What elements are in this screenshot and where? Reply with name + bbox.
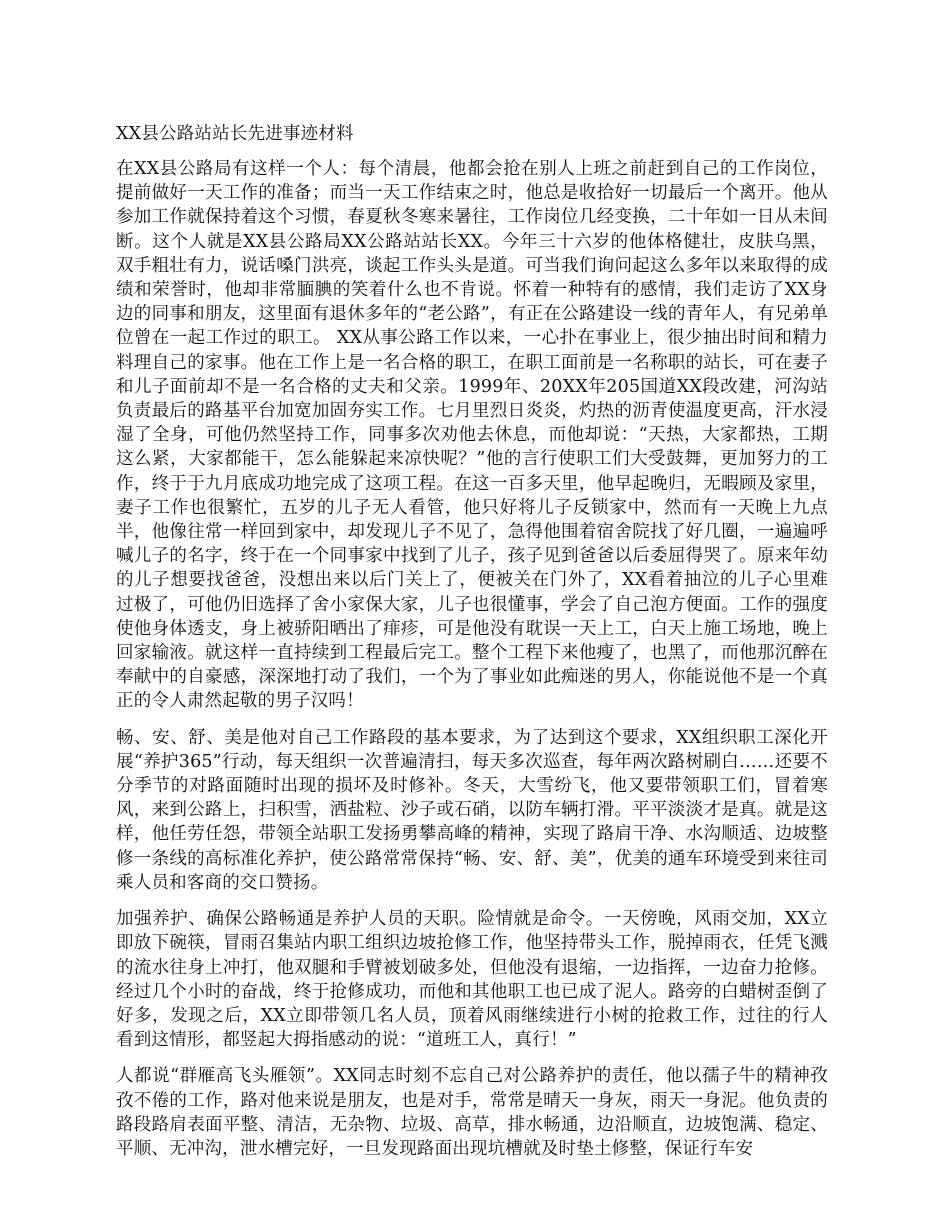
paragraph-2: 畅、安、舒、美是他对自己工作路段的基本要求，为了达到这个要求，XX组织职工深化开展“养护365”行动，每天组织一次普遍清扫，每天多次巡查，每年两次路树刷白……还要不分季节的对路面随时出现的损坏及时修补。冬天，大雪纷飞，他又要带领职工们，冒着寒风，来到公路上，扫积雪，洒盐粒、沙子或石硝，以防车辆打滑。平平淡淡才是真。就是这样，他任劳任怨，带领全站职工发扬勇攀高峰的精神，实现了路肩干净、水沟顺适、边坡整修一条线的高标准化养护，使公路常常保持“畅、安、舒、美”，优美的通车环境受到来往司乘人员和客商的交口赞扬。 xyxy=(116,727,828,893)
document-title: XX县公路站站长先进事迹材料 xyxy=(116,124,354,144)
document-body xyxy=(116,121,828,1173)
paragraph-3: 加强养护、确保公路畅通是养护人员的天职。险情就是命令。一天傍晚，风雨交加，XX立即放下碗筷，冒雨召集站内职工组织边坡抢修工作，他坚持带头工作，脱掉雨衣，任凭飞溅的流水往身上冲打，他双腿和手臂被划破多处，但他没有退缩，一边指挥，一边奋力抢修。经过几个小时的奋战，终于抢修成功，而他和其他职工也已成了泥人。路旁的白蜡树歪倒了好多，发现之后，XX立即带领几名人员，顶着风雨继续进行小树的抢救工作，过往的行人看到这情形，都竖起大拇指感动的说：“道班工人，真行！” xyxy=(116,909,828,1051)
paragraph-4: 人都说“群雁高飞头雁领”。XX同志时刻不忘自己对公路养护的责任，他以孺子牛的精神孜孜不倦的工作，路对他来说是朋友，也是对手，常常是晴天一身灰，雨天一身泥。他负责的路段路肩表面平整、清洁，无杂物、垃圾、高草，排水畅通，边沿顺直，边坡饱满、稳定、平顺、无冲沟，泄水槽完好，一旦发现路面出现坑槽就及时垫土修整，保证行车安 xyxy=(116,1066,828,1159)
paragraph-1: 在XX县公路局有这样一个人：每个清晨，他都会抢在别人上班之前赶到自己的工作岗位，提前做好一天工作的准备；而当一天工作结束之时，他总是收拾好一切最后一个离开。他从参加工作就保持着这个习惯，春夏秋冬寒来暑往，工作岗位几经变换，二十年如一日从未间断。这个人就是XX县公路局XX公路站站长XX。今年三十六岁的他体格健壮，皮肤乌黑，双手粗壮有力，说话嗓门洪亮，谈起工作头头是道。可当我们询问起这么多年以来取得的成绩和荣誉时，他却非常腼腆的笑着什么也不肯说。怀着一种特有的感情，我们走访了XX身边的同事和朋友，这里面有退休多年的“老公路”，有正在公路建设一线的青年人，有兄弟单位曾在一起工作过的职工。 XX从事公路工作以来，一心扑在事业上，很少抽出时间和精力料理自己的家事。他在工作上是一名合格的职工，在职工面前是一名称职的站长，可在妻子和儿子面前却不是一名合格的丈夫和父亲。1999年、20XX年205国道XX段改建，河沟站负责最后的路基平台加宽加固夯实工作。七月里烈日炎炎，灼热的沥青使温度更高，汗水浸湿了全身，可他仍然坚持工作，同事多次劝他去休息，而他却说：“天热，大家都热，工期这么紧，大家都能干，怎么能躲起来凉快呢？”他的言行使职工们大受鼓舞，更加努力的工作，终于于九月底成功地完成了这项工程。在这一百多天里，他早起晚归，无暇顾及家里，妻子工作也很繁忙，五岁的儿子无人看管，他只好将儿子反锁家中，然而有一天晚上九点半，他像往常一样回到家中，却发现儿子不见了，急得他围着宿舍院找了好几圈，一遍遍呼喊儿子的名字，终于在一个同事家中找到了儿子，孩子见到爸爸以后委屈得哭了。原来年幼的儿子想要找爸爸，没想出来以后门关上了，便被关在门外了，XX看着抽泣的儿子心里难过极了，可他仍旧选择了舍小家保大家，儿子也很懂事，学会了自己泡方便面。工作的强度使他身体透支，身上被骄阳晒出了痱疹，可是他没有耽误一天上工，白天上施工场地，晚上回家输液。就这样一直持续到工程最后完工。整个工程下来他瘦了，也黑了，而他那沉醉在奉献中的自豪感，深深地打动了我们，一个为了事业如此痴迷的男人，你能说他不是一个真正的令人肃然起敬的男子汉吗！ xyxy=(116,159,828,712)
